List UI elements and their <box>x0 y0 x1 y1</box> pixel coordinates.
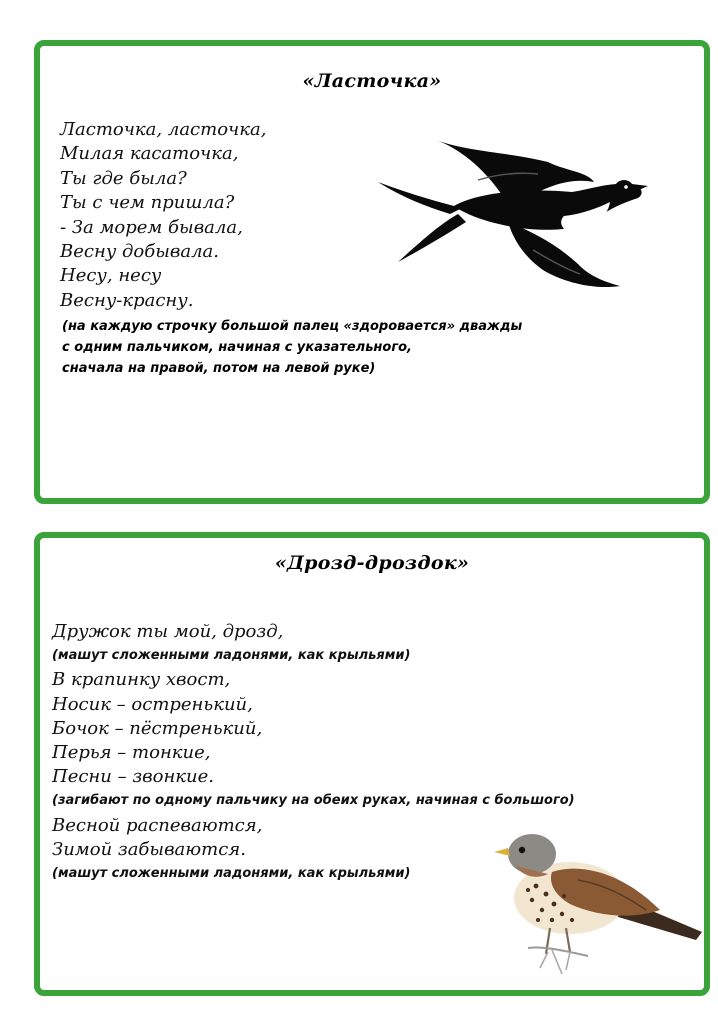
note-line: (машут сложенными ладонями, как крыльями) <box>52 648 411 664</box>
instruction-note <box>62 316 522 379</box>
note-line: (загибают по одному пальчику на обеих руках, начиная с большого) <box>52 793 575 809</box>
swallow-illustration <box>358 132 648 292</box>
verse-line: - За морем бывала, <box>60 216 243 238</box>
verse-line: Перья – тонкие, <box>52 742 211 764</box>
card-thrush <box>34 532 710 996</box>
verse-line: Несу, несу <box>60 265 162 287</box>
note-line: (машут сложенными ладонями, как крыльями) <box>52 866 411 882</box>
verse-line: Ты с чем пришла? <box>60 192 235 214</box>
verse-line: Весну добывала. <box>60 241 219 263</box>
verse-line: В крапинку хвост, <box>52 669 231 691</box>
note-line: с одним пальчиком, начиная с указательного, <box>62 340 412 355</box>
card-title: «Дрозд-дроздок» <box>274 552 470 574</box>
verse-line: Весну-красну. <box>60 289 194 311</box>
thrush-illustration <box>492 824 710 984</box>
verse-line: Милая касаточка, <box>60 143 239 165</box>
verse-line: Бочок – пёстренький, <box>52 717 263 739</box>
verse-line: Дружок ты мой, дрозд, <box>52 621 284 642</box>
verse-line: Ласточка, ласточка, <box>60 119 267 140</box>
verse-line: Ты где была? <box>60 167 187 189</box>
card-swallow <box>34 40 710 504</box>
poem-verse <box>60 118 266 313</box>
verse-line: Зимой забываются. <box>52 838 246 860</box>
verse-line: Песни – звонкие. <box>52 766 215 788</box>
note-line: сначала на правой, потом на левой руке) <box>62 361 376 376</box>
verse-line: Носик – остренький, <box>52 693 253 715</box>
verse-line: Весной распеваются, <box>52 814 263 836</box>
card-title: «Ласточка» <box>302 70 442 92</box>
note-line: (на каждую строчку большой палец «здоровается» дважды <box>62 319 523 334</box>
